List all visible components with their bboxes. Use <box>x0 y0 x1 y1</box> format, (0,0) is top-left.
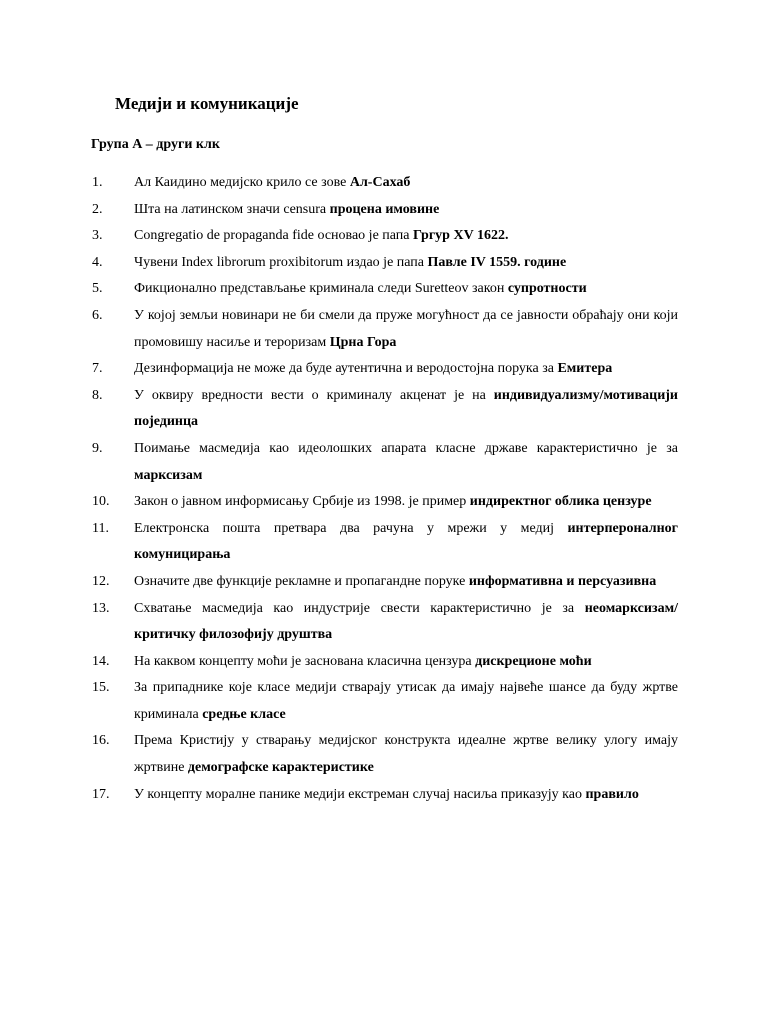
question-prompt: Поимање масмедија као идеолошких апарата класне државе карактеристично је за <box>134 440 678 456</box>
question-text <box>134 276 678 303</box>
question-number: 17. <box>92 786 110 802</box>
question-number: 6. <box>92 307 103 323</box>
question-prompt: За припаднике које класе медији стварају утисак да имају највеће шансе да буду жртве криминала <box>134 680 678 722</box>
question-prompt: У концепту моралне панике медији екстреман случај насиља приказују као <box>134 786 586 802</box>
question-item <box>92 596 678 649</box>
question-answer: марксизам <box>134 467 203 483</box>
question-number: 4. <box>92 254 103 270</box>
question-text <box>134 197 678 224</box>
question-answer: интерпероналног комуницирања <box>134 520 678 563</box>
question-text <box>134 170 678 197</box>
question-number: 8. <box>92 387 103 403</box>
question-item <box>92 516 678 569</box>
question-answer: Емитера <box>557 361 613 377</box>
question-prompt: Congregatio de propaganda fide основао је папа <box>134 228 414 244</box>
question-item <box>92 782 678 809</box>
question-text <box>134 383 678 436</box>
question-prompt: Фикционално представљање криминала следи Suretteov закон <box>134 281 508 297</box>
question-text <box>134 782 678 809</box>
question-prompt: Према Кристију у стварању медијског конструкта идеалне жртве велику улогу имају жртвине <box>134 733 678 776</box>
question-item <box>92 197 678 224</box>
question-item <box>92 383 678 436</box>
question-answer: Ал-Сахаб <box>349 175 411 190</box>
question-item <box>92 649 678 676</box>
question-item <box>92 276 678 303</box>
question-text <box>134 489 678 516</box>
question-number: 10. <box>92 494 110 510</box>
question-text <box>134 250 678 277</box>
question-text <box>134 728 678 781</box>
question-answer: правило <box>585 786 639 802</box>
question-number: 3. <box>92 228 103 244</box>
question-number: 5. <box>92 281 103 297</box>
question-prompt: Шта на латинском значи censura <box>134 201 330 217</box>
question-number: 11. <box>92 520 109 536</box>
question-item <box>92 250 678 277</box>
question-number: 7. <box>92 361 103 377</box>
question-answer: Црна Гора <box>329 334 397 350</box>
question-answer: процена имовине <box>329 201 440 217</box>
question-prompt: Закон о јавном информисању Србије из 1998. је пример <box>134 494 470 510</box>
question-number: 1. <box>92 175 103 190</box>
question-item <box>92 170 678 197</box>
question-number: 2. <box>92 201 103 217</box>
question-answer: средње класе <box>202 706 286 722</box>
question-number: 16. <box>92 733 110 749</box>
group-heading: Група А – други клк <box>91 137 220 152</box>
question-prompt: Означите две функције рекламне и пропагандне поруке <box>134 573 469 589</box>
question-number: 14. <box>92 653 110 669</box>
question-number: 13. <box>92 600 110 616</box>
question-text <box>134 675 678 728</box>
question-item <box>92 356 678 383</box>
question-text <box>134 356 678 383</box>
question-item <box>92 436 678 489</box>
question-prompt: У којој земљи новинари не би смели да пруже могућност да се јавности обраћају они који промовишу насиље и тероризам <box>134 307 678 350</box>
question-prompt: Чувени Index librorum proxibitorum издао је папа <box>134 254 428 270</box>
question-item <box>92 303 678 356</box>
question-answer: неомарксизам/критичку филозофију друштва <box>134 600 678 643</box>
question-number: 9. <box>92 440 103 456</box>
question-text <box>134 223 678 250</box>
question-text <box>134 516 678 569</box>
question-number: 12. <box>92 573 110 589</box>
question-answer: Гргур XV 1622. <box>413 228 509 244</box>
question-list <box>92 170 678 808</box>
question-answer: супротности <box>507 281 587 297</box>
document-title: Медији и комуникације <box>115 94 299 113</box>
question-text <box>134 303 678 356</box>
question-prompt: Схватање масмедија као индустрије свести карактеристично је за <box>134 600 585 616</box>
question-prompt: Ал Каидино медијско крило се зове <box>134 175 350 190</box>
question-answer: информативна и персуазивна <box>468 573 657 589</box>
question-prompt: На каквом концепту моћи је заснована класична цензура <box>134 653 476 669</box>
question-item <box>92 223 678 250</box>
question-text <box>134 569 678 596</box>
question-answer: Павле IV 1559. године <box>427 254 567 270</box>
question-answer: индиректног облика цензуре <box>469 494 652 510</box>
question-answer: демографске карактеристике <box>187 760 374 776</box>
question-answer: индивидуализму/мотивацији појединца <box>134 387 678 430</box>
question-prompt: У оквиру вредности вести о криминалу акценат је на <box>134 387 494 403</box>
question-prompt: Електронска пошта претвара два рачуна у мрежи у медиј <box>134 520 568 536</box>
question-answer: дискреционе моћи <box>475 653 592 669</box>
question-item <box>92 728 678 781</box>
question-text <box>134 649 678 676</box>
question-item <box>92 489 678 516</box>
question-number: 15. <box>92 680 110 696</box>
question-prompt: Дезинформација не може да буде аутентична и веродостојна порука за <box>134 361 558 377</box>
question-text <box>134 436 678 489</box>
question-text <box>134 596 678 649</box>
question-item <box>92 569 678 596</box>
question-item <box>92 675 678 728</box>
